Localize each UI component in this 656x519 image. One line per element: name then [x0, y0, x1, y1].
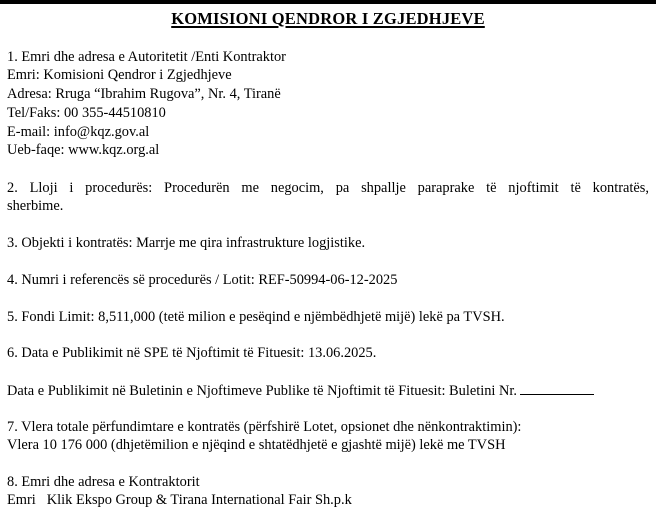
- fund-limit: 5. Fondi Limit: 8,511,000 (tetë milion e pesëqind e njëmbëdhjetë mijë) lekë pa TVSH.: [7, 309, 505, 325]
- procedure-type-line1: 2. Lloji i procedurës: Procedurën me negocim, pa shpallje paraprake të njoftimit të kontratës,: [7, 180, 649, 196]
- section7-heading: 7. Vlera totale përfundimtare e kontratës (përfshirë Lotet, opsionet dhe nënkontraktimin):: [7, 419, 522, 435]
- contract-object: 3. Objekti i kontratës: Marrje me qira infrastrukture logjistike.: [7, 235, 366, 251]
- publication-date-spe: 6. Data e Publikimit në SPE të Njoftimit të Fituesit: 13.06.2025.: [7, 345, 377, 361]
- final-contract-value: Vlera 10 176 000 (dhjetëmilion e njëqind e shtatëdhjetë e gjashtë mijë) lekë me TVSH: [7, 437, 506, 453]
- bulletin-number-blank: [520, 381, 594, 395]
- procedure-type-line2: sherbime.: [7, 198, 64, 214]
- section1-heading: 1. Emri dhe adresa e Autoritetit /Enti Kontraktor: [7, 49, 286, 65]
- bulletin-publication-row: [7, 381, 594, 400]
- procedure-reference: 4. Numri i referencës së procedurës / Lotit: REF-50994-06-12-2025: [7, 272, 398, 288]
- authority-email: E-mail: info@kqz.gov.al: [7, 124, 150, 140]
- contractor-name-value: Klik Ekspo Group & Tirana International Fair Sh.p.k: [46, 492, 352, 508]
- contractor-name-label: Emri: [7, 492, 36, 508]
- authority-phone: Tel/Faks: 00 355-44510810: [7, 105, 166, 121]
- top-border-rule: [0, 0, 656, 4]
- document-title: KOMISIONI QENDROR I ZGJEDHJEVE: [171, 9, 485, 28]
- section8-heading: 8. Emri dhe adresa e Kontraktorit: [7, 474, 200, 490]
- authority-name: Emri: Komisioni Qendror i Zgjedhjeve: [7, 67, 232, 83]
- authority-address: Adresa: Rruga “Ibrahim Rugova”, Nr. 4, Tiranë: [7, 86, 281, 102]
- contractor-name-row: [7, 491, 352, 509]
- bulletin-publication-text: Data e Publikimit në Buletinin e Njoftimeve Publike të Njoftimit të Fituesit: Buletini Nr.: [7, 383, 518, 399]
- authority-website: Ueb-faqe: www.kqz.org.al: [7, 142, 160, 158]
